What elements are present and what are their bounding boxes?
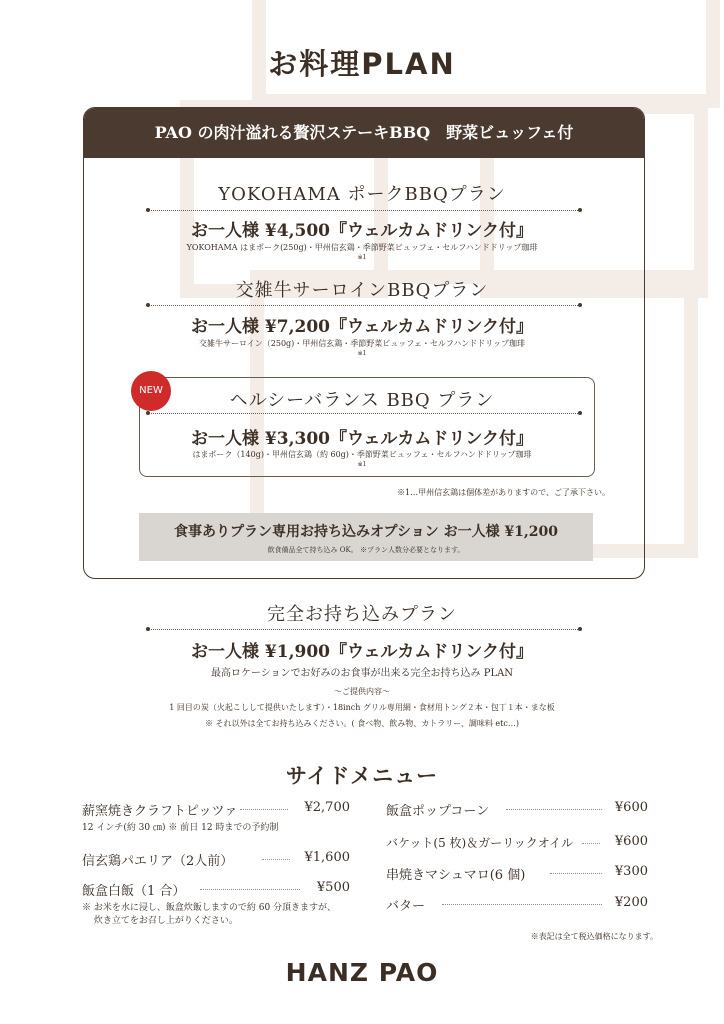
bring-content-note: ※ それ以外は全てお持ち込みください。( 食べ物、飲み物、カトラリー、調味料 etc…) [205,719,519,728]
leader-dots [506,809,602,810]
menu-item-name: バケット(5 枚)＆ガーリックオイル [386,836,574,850]
menu-item-name: 薪窯焼きクラフトピッツァ [82,804,238,819]
bring-plan-name: 完全お持ち込みプラン [267,604,457,625]
menu-item [386,895,648,913]
side-menu-title: サイドメニュー [285,763,439,788]
leader-dots [262,859,290,860]
menu-item-price: ¥2,700 [304,800,350,815]
leader-dots [200,889,300,890]
option-note: 飲食備品全て持ち込み OK。 ※プラン人数分必要となります。 [267,546,465,554]
menu-item-name: 飯盒ポップコーン [386,804,490,819]
leader-dots [550,873,602,874]
footnote: ※1…甲州信玄鶏は個体差がありますので、ご了承下さい。 [397,488,610,497]
menu-item-name: 串焼きマシュマロ(6 個) [386,868,526,883]
menu-item [386,800,648,818]
tax-note: ※表記は全て税込価格になります。 [530,932,658,941]
plan-name: ヘルシーバランス BBQ プラン [229,390,495,411]
menu-item-note: 12 インチ(約 30 ㎝) ※ 前日 12 時までの予約制 [82,823,279,833]
plan-detail: はまポーク（140g)・甲州信玄鶏（約 60g)・季節野菜ビュッフェ・セルフハンドドリップ珈琲 [192,450,532,459]
menu-item-price: ¥1,600 [304,850,350,865]
menu-item [82,800,350,818]
menu-item-name: 飯盒白飯（1 合） [82,884,186,899]
menu-item-name: 信玄鶏パエリア（2人前） [82,854,234,869]
plan-divider [148,629,580,630]
plan-detail: YOKOHAMA はまポーク(250g)・甲州信玄鶏・季節野菜ビュッフェ・セルフハンドドリップ珈琲 [186,243,538,252]
menu-item-price: ¥500 [316,880,350,895]
leader-dots [582,843,600,844]
menu-item-price: ¥300 [614,864,648,879]
menu-item-note: ※ お米を水に浸し、飯盒炊飯しますので約 60 分頂きますが、 炊き立てをお召し上がりください。 [82,903,337,926]
plan-footnote-mark: ※1 [357,350,367,357]
plan-name: YOKOHAMA ポークBBQプラン [218,184,506,205]
menu-item-name: バター [386,899,426,914]
brand-logo: HANZ PAO [285,958,439,987]
plan-name: 交雑牛サーロインBBQプラン [235,280,489,301]
menu-item [82,850,350,868]
bring-plan-description: 最高ロケーションでお好みのお食事が出来る完全お持ち込み PLAN [210,668,514,679]
plan-price: お一人様 ¥4,500『ウェルカムドリンク付』 [191,221,533,241]
plan-divider [148,413,580,414]
page-title: お料理PLAN [268,47,456,81]
menu-item [386,864,648,882]
menu-item [386,834,648,852]
bring-plan-price: お一人様 ¥1,900『ウェルカムドリンク付』 [191,642,533,662]
leader-dots [442,904,602,905]
leader-dots [240,809,288,810]
plan-divider [148,305,580,306]
bring-in-option-panel [139,513,593,561]
plan-divider [148,210,580,211]
option-title: 食事ありプラン専用お持ち込みオプション お一人様 ¥1,200 [173,524,559,540]
menu-item-price: ¥600 [614,834,648,849]
menu-item [82,880,350,898]
bring-content-heading: ～ご提供内容～ [334,687,390,696]
new-badge: NEW [131,371,171,411]
menu-item-price: ¥200 [614,895,648,910]
plans-box-header: PAO の肉汁溢れる贅沢ステーキBBQ 野菜ビュッフェ付 [84,108,644,158]
bring-content-list: 1 回目の炭（火起こしして提供いたします）・18inch グリル専用網・食材用トング２本・包丁１本・まな板 [169,703,555,712]
plan-price: お一人様 ¥7,200『ウェルカムドリンク付』 [191,317,533,337]
menu-item-price: ¥600 [614,800,648,815]
plan-footnote-mark: ※1 [357,461,367,468]
plan-price: お一人様 ¥3,300『ウェルカムドリンク付』 [191,429,533,449]
plan-detail: 交雑牛サーロイン（250g)・甲州信玄鶏・季節野菜ビュッフェ・セルフハンドドリップ珈琲 [199,339,525,348]
plan-footnote-mark: ※1 [357,254,367,261]
